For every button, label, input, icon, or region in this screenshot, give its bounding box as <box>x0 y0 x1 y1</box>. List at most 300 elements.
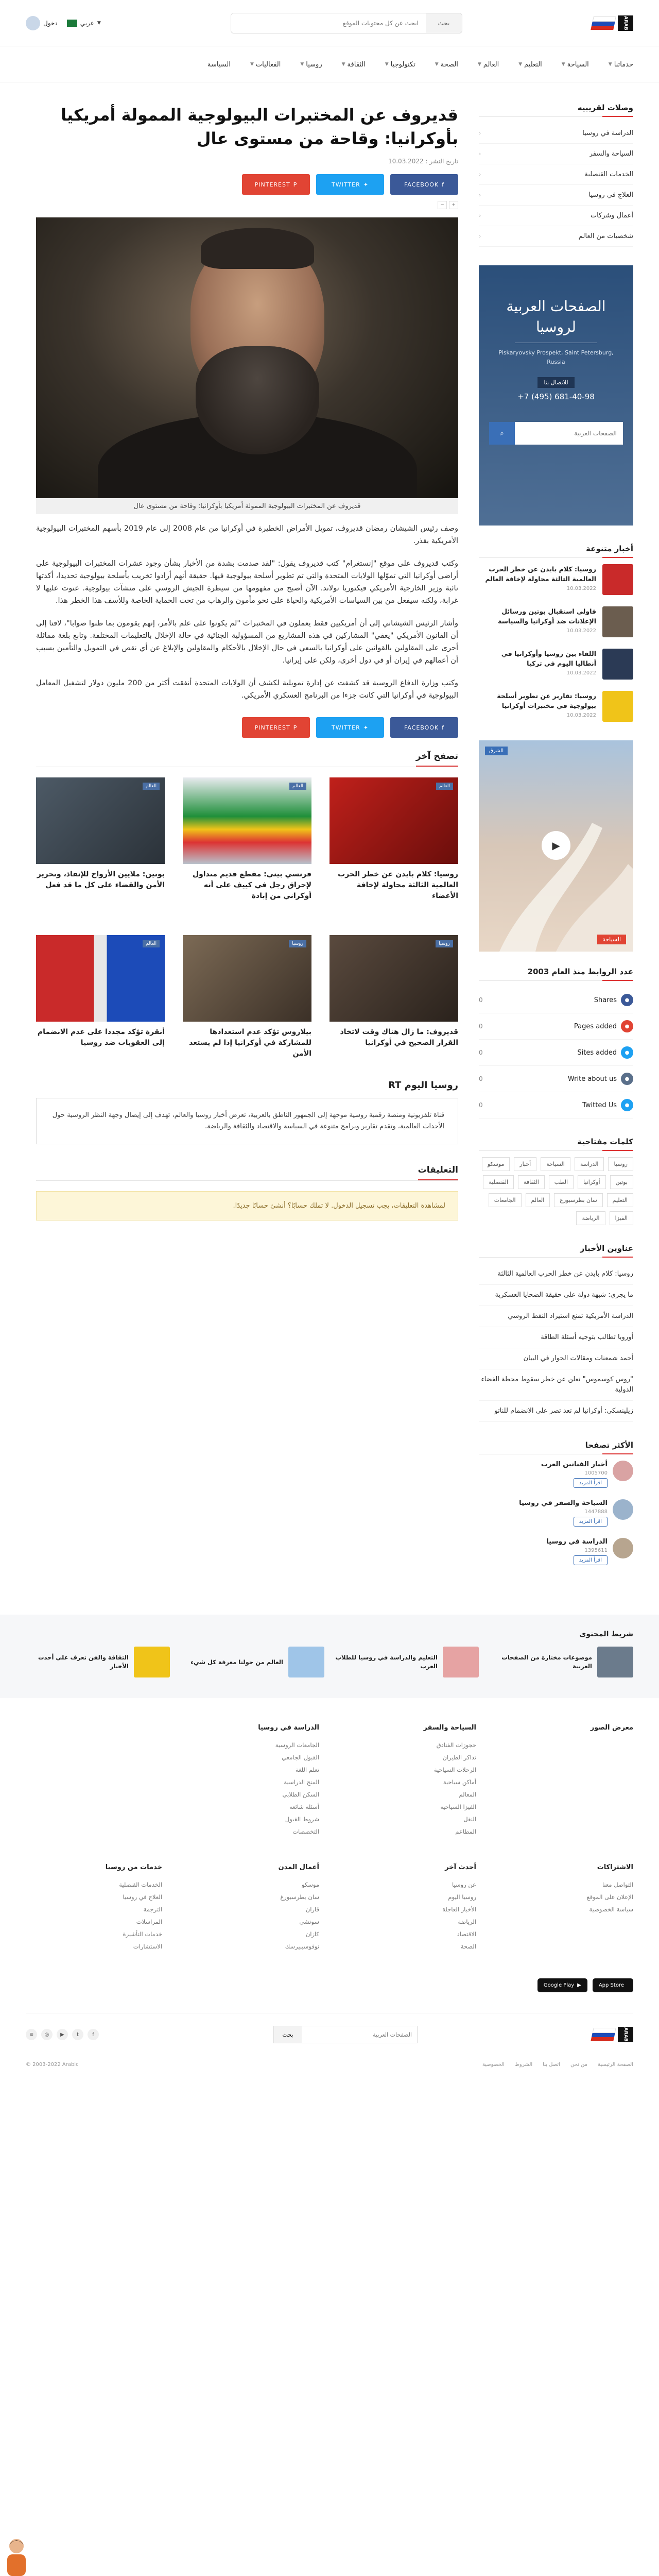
stat-count: 0 <box>479 1049 483 1056</box>
news-title: اللقاء بين روسيا وأوكرانيا في أنطاليا اليوم في تركيا <box>501 650 596 667</box>
footer-link[interactable]: قازان <box>305 1906 319 1913</box>
footer-link[interactable]: أماكن سياحية <box>443 1778 476 1786</box>
logo-box: ARAB <box>618 2027 633 2042</box>
article <box>36 103 458 1584</box>
footer-link[interactable]: موسكو <box>301 1881 319 1888</box>
footer-link[interactable]: سان بطرسبورغ <box>280 1893 319 1901</box>
footer-search <box>273 2026 418 2043</box>
tag-chip[interactable]: سان بطرسبورغ <box>554 1193 602 1207</box>
footer-column-heading: الدراسة في روسيا <box>258 1724 319 1732</box>
news-thumbnail <box>602 691 633 722</box>
login-label: دخول <box>43 20 58 27</box>
language-selector[interactable] <box>67 20 101 27</box>
article-date: تاريخ النشر : 10.03.2022 <box>388 158 458 165</box>
nav-item-label: السياحة <box>567 60 589 69</box>
sidebar-link[interactable] <box>479 226 633 247</box>
tag-chip[interactable]: أوكرانيا <box>578 1175 605 1189</box>
header <box>0 0 659 46</box>
popular-name[interactable]: السياحة والسفر في روسيا <box>519 1499 608 1507</box>
footer-column-heading: معرض الصور <box>590 1724 633 1732</box>
popular-avatar <box>613 1538 633 1558</box>
strip-card[interactable] <box>180 1647 324 1677</box>
facebook-icon[interactable]: f <box>88 2029 99 2040</box>
misc-news-item[interactable] <box>479 564 633 595</box>
headline-link[interactable]: أوروبا تطالب بتوجيه أسئلة الطاقة <box>479 1327 633 1348</box>
legal-link[interactable]: من نحن <box>570 2062 587 2067</box>
related-heading <box>36 751 458 767</box>
footer-link[interactable]: الخدمات القنصلية <box>119 1881 162 1888</box>
stat-row <box>479 1066 633 1092</box>
related-title: فرنسي بيني: مقطع قديم متداول لإحراق رجل في كييف على أنه أوكراني من إبادة <box>192 870 311 900</box>
share-twitter-button[interactable] <box>316 717 384 738</box>
source-title: روسيا اليوم RT <box>388 1080 458 1091</box>
footer-link[interactable]: حجوزات الفنادق <box>436 1741 476 1749</box>
related-card[interactable] <box>183 777 311 917</box>
chevron-left-icon: ‹ <box>479 130 481 137</box>
comments-heading-label: التعليقات <box>418 1165 458 1180</box>
app-store-button[interactable] <box>593 1978 633 1992</box>
video-ad[interactable] <box>479 740 633 952</box>
related-thumbnail <box>183 935 311 1022</box>
stat-name: Shares <box>594 996 617 1004</box>
strip-title: موضوعات مختارة من الصفحات العربية <box>501 1654 592 1670</box>
google-play-button[interactable] <box>537 1978 587 1992</box>
nav-item[interactable] <box>518 61 542 69</box>
footer-link[interactable]: أسئلة شائعة <box>289 1803 319 1810</box>
footer-link[interactable]: الترجمة <box>143 1906 162 1913</box>
tags-heading: كلمات مفتاحية <box>479 1137 633 1151</box>
sidebar <box>479 103 633 1584</box>
google-play-label: Google Play <box>543 1982 575 1988</box>
nav-item-label: الصحة <box>440 60 458 69</box>
chevron-down-icon: ▼ <box>608 62 612 67</box>
news-date: 10.03.2022 <box>566 586 596 591</box>
footer-link[interactable]: الاقتصاد <box>457 1930 476 1938</box>
stat-icon: ● <box>621 1020 633 1032</box>
article-paragraph: وأشار الرئيس الشيشاني إلى أن أمريكيين فقط يعملون في المختبرات "لم يكونوا على علم بالأمر، إنهم يقومون بما ظنوا صوابا"، لافتا إلى أن القانون الأمريكي "يعفي" المشاركين في هذه المشاريع من المسؤولية الجنائية في حالة الإخلال بالتعليمات المختلفة. وتابع بلغة مماثلة أحرى على المقاولين بالقوانين على أوكرانيا بالسعي في حال الإخلال بالأحكام والمقاولين والإبلاغ عن أي نقص في التمويل والتأمين بسبب أن أعمالهم في إيران أو في دول أخرى، ولكن على إيرانيا. <box>36 619 458 665</box>
font-increase-button[interactable]: + <box>449 201 458 209</box>
article-body <box>36 522 458 702</box>
chevron-down-icon: ▼ <box>435 62 439 67</box>
youtube-icon[interactable]: ▶ <box>57 2029 68 2040</box>
popular-name[interactable]: الدراسة في روسيا <box>546 1538 608 1546</box>
facebook-icon: f <box>442 181 445 188</box>
nav-item-label: تكنولوجيا <box>390 60 415 69</box>
tag-chip[interactable]: الجامعات <box>489 1193 522 1207</box>
footer-column-heading: السياحة والسفر <box>423 1724 476 1732</box>
main-nav <box>0 46 659 82</box>
misc-heading: أخبار متنوعة <box>479 544 633 558</box>
strip-thumbnail <box>597 1647 633 1677</box>
stat-row <box>479 1092 633 1118</box>
tag-chip[interactable]: أخبار <box>514 1157 536 1171</box>
promo-card <box>479 265 633 526</box>
misc-news-item[interactable] <box>479 691 633 722</box>
related-thumbnail <box>183 777 311 864</box>
comments-heading <box>36 1165 458 1181</box>
related-title: بوتين: ملايين الأرواح للإنقاذ، وتحرير الأمن والقضاء على كل ما قد فعل <box>37 870 165 889</box>
sidebar-link-label: العلاج في روسيا <box>588 191 633 199</box>
chevron-down-icon: ▼ <box>385 62 389 67</box>
twitter-label: TWITTER <box>332 724 360 731</box>
promo-phone[interactable]: +7 (495) 681-40-98 <box>517 392 595 401</box>
pinterest-label: PINTEREST <box>254 724 290 731</box>
popular-avatar <box>613 1461 633 1481</box>
app-store-label: App Store <box>598 1982 624 1988</box>
popular-views: 1005700 <box>584 1470 608 1476</box>
footer <box>0 1698 659 2087</box>
footer-link[interactable]: كازان <box>305 1930 319 1938</box>
news-date: 10.03.2022 <box>566 670 596 676</box>
headlines-heading: عناوين الأخبار <box>479 1244 633 1258</box>
footer-link[interactable]: المعالم <box>459 1791 476 1798</box>
chevron-down-icon: ▼ <box>518 62 523 67</box>
strip-card[interactable] <box>335 1647 479 1677</box>
mascot-image <box>0 2535 33 2576</box>
russia-flag-icon <box>591 16 616 30</box>
promo-title: الصفحات العربية لروسيا <box>506 298 606 335</box>
news-thumbnail <box>602 564 633 595</box>
nav-item-label: العالم <box>483 60 499 69</box>
nav-item-label: التعليم <box>524 60 542 69</box>
tag-chip[interactable]: السياحة <box>541 1157 570 1171</box>
strip-card[interactable] <box>26 1647 170 1677</box>
popular-views: 1395611 <box>584 1548 608 1553</box>
strip-thumbnail <box>288 1647 324 1677</box>
related-title: بيلاروس تؤكد عدم استعدادها للمشاركة في أوكرانيا إذا لم يستعد الأمن <box>189 1028 311 1058</box>
footer-link[interactable]: شروط القبول <box>285 1816 319 1823</box>
strip-title: التعليم والدراسة في روسيا للطلاب العرب <box>335 1654 438 1670</box>
logo-box: ARAB <box>618 15 633 31</box>
nav-item-label: السياسة <box>207 60 231 69</box>
related-title: روسيا: كلام بايدن عن خطر الحرب العالمية الثالثة محاولة لإخافة الأعضاء <box>338 870 458 900</box>
chevron-left-icon: ‹ <box>479 233 481 240</box>
twitter-label: TWITTER <box>332 181 360 188</box>
related-thumbnail <box>330 777 458 864</box>
footer-link[interactable]: الإعلان على الموقع <box>586 1893 633 1901</box>
footer-link[interactable]: سياسة الخصوصية <box>589 1906 633 1913</box>
footer-link[interactable]: سوتشي <box>299 1918 319 1925</box>
tag-chip[interactable]: الرياضة <box>576 1211 605 1225</box>
footer-link[interactable]: تعلم اللغة <box>295 1766 319 1773</box>
facebook-label: FACEBOOK <box>404 181 439 188</box>
image-caption: قديروف عن المختبرات البيولوجية الممولة أمريكيا بأوكرانيا: وقاحة من مستوى عال <box>36 498 458 514</box>
headline-link[interactable]: أحمد شمعنات ومقالات الحوار في البيان <box>479 1348 633 1369</box>
category-tag[interactable]: روسيا <box>436 940 453 947</box>
footer-column-heading: الاشتراكات <box>597 1863 633 1871</box>
stat-icon: ● <box>621 1073 633 1085</box>
stats-heading: عدد الروابط منذ العام 2003 <box>479 967 633 981</box>
news-title: روسيا: تقارير عن تطوير أسلحة بيولوجية في مختبرات أوكرانيا <box>497 692 596 709</box>
footer-link[interactable]: تذاكر الطيران <box>442 1754 476 1761</box>
footer-link[interactable]: عن روسيا <box>452 1881 476 1888</box>
pinterest-icon: P <box>293 181 298 188</box>
footer-logo[interactable] <box>592 2027 633 2042</box>
copyright: © 2003-2022 Arabic <box>26 2062 79 2067</box>
related-card[interactable] <box>330 935 458 1075</box>
popular-item <box>479 1538 633 1565</box>
chevron-down-icon: ▼ <box>561 62 565 67</box>
footer-link[interactable]: التواصل معنا <box>602 1881 633 1888</box>
chevron-down-icon: ▼ <box>341 62 345 67</box>
nav-item[interactable] <box>609 61 633 69</box>
social-links <box>26 2029 99 2040</box>
footer-link[interactable]: الاستشارات <box>133 1943 162 1950</box>
promo-search-input[interactable] <box>515 422 623 445</box>
stat-name: Twitted Us <box>582 1101 617 1109</box>
content-strip <box>0 1615 659 1698</box>
language-label: عربي <box>80 20 94 27</box>
share-pinterest-button[interactable] <box>242 174 310 195</box>
category-tag[interactable]: العالم <box>436 783 453 790</box>
related-thumbnail <box>330 935 458 1022</box>
footer-link[interactable]: نوفوسيبيرسك <box>285 1943 319 1950</box>
nav-item[interactable] <box>342 61 366 69</box>
promo-address: Piskaryovsky Prospekt, Saint Petersburg, Russia <box>498 349 614 365</box>
footer-link[interactable]: خدمات التأشيرة <box>123 1930 162 1938</box>
pinterest-label: PINTEREST <box>254 181 290 188</box>
search-icon[interactable]: ⌕ <box>489 422 515 445</box>
headline-link[interactable]: روسيا: كلام بايدن عن خطر الحرب العالمية الثالثة <box>479 1264 633 1285</box>
video-tag: الشرق <box>485 747 508 755</box>
footer-link[interactable]: القبول الجامعي <box>282 1754 319 1761</box>
saudi-flag-icon <box>67 20 77 27</box>
strip-thumbnail <box>443 1647 479 1677</box>
read-more-button[interactable]: اقرأ المزيد <box>574 1555 608 1565</box>
stat-name: Pages added <box>574 1022 617 1030</box>
share-bar-bottom <box>36 717 458 738</box>
headline-link[interactable]: ما يجري: شبهة دولة على حقيقة الضحايا العسكرية <box>479 1285 633 1306</box>
related-grid <box>36 777 458 1075</box>
nav-item[interactable] <box>562 61 589 69</box>
chevron-down-icon: ▼ <box>300 62 304 67</box>
article-paragraph: وكتب قديروف على موقع "إنستغرام" كتب قديروف يقول: "لقد صدمت بشدة من الأخبار بشأن وجود عشرات المختبرات البيولوجية على أراضي أوكرانيا التي تموّلها الولايات المتحدة والتي تم تطوير أسلحة بيولوجية فيها. حقيقة أنهم أرادوا تخريب بأسلحة بيولوجية تحديدا، أكدتها نائبة وزير الخارجية الأمريكي فيكتوريا نولاند. الآن أصبح من مفهومها من سيطرة الجيش الروسي على منشآت بيولوجية. عنوت عليها لا غرابة، ولكنه سيفعل من بين السياسات الأمريكية والحياة على نحو مأمون والرهاب من تحت الحماية الخاصة وللأسف هذا الخطر هذا. <box>36 560 458 605</box>
legal-link[interactable]: اتصل بنا <box>543 2062 560 2067</box>
tag-chip[interactable]: الطب <box>549 1175 574 1189</box>
stat-count: 0 <box>479 1075 483 1082</box>
related-title: أنقرة تؤكد مجددا على عدم الانضمام إلى العقوبات ضد روسيا <box>37 1028 165 1047</box>
misc-news-item[interactable] <box>479 606 633 637</box>
popular-avatar <box>613 1499 633 1520</box>
legal-link[interactable]: الخصوصية <box>482 2062 505 2067</box>
font-controls <box>36 201 458 209</box>
footer-column <box>340 1724 476 1838</box>
chevron-left-icon: ‹ <box>479 171 481 178</box>
chevron-left-icon: ‹ <box>479 150 481 157</box>
stat-count: 0 <box>479 1101 483 1109</box>
footer-column <box>26 1724 162 1838</box>
facebook-icon: f <box>442 724 445 731</box>
sidebar-link-label: الخدمات القنصلية <box>584 171 633 178</box>
headline-link[interactable]: زيلينسكي: أوكرانيا لم تعد تصر على الانضمام للناتو <box>479 1401 633 1422</box>
related-card[interactable] <box>330 777 458 917</box>
nav-item[interactable] <box>207 61 231 69</box>
related-thumbnail <box>36 935 165 1022</box>
tag-chip[interactable]: الثقافة <box>518 1175 545 1189</box>
headline-link[interactable]: "روس كوسموس" تعلن عن خطر سقوط محطة الفضاء الدولية <box>479 1369 633 1401</box>
header-search <box>231 13 462 33</box>
tag-chip[interactable]: العالم <box>526 1193 550 1207</box>
play-icon[interactable]: ▶ <box>542 831 570 860</box>
nav-item[interactable] <box>478 61 499 69</box>
news-title: روسيا: كلام بايدن عن خطر الحرب العالمية الثالثة محاولة لإخافة العالم <box>485 565 596 583</box>
video-label: السياحة <box>597 935 626 944</box>
sidebar-link-label: السياحة والسفر <box>589 150 633 158</box>
stat-count: 0 <box>479 1023 483 1030</box>
footer-column-heading: خدمات من روسيا <box>105 1863 162 1871</box>
article-paragraph: وكتب وزارة الدفاع الروسية قد كشفت عن إدارة تمويلية لكشف أن الولايات المتحدة أنفقت أكثر من 200 مليون دولار لتشغيل المعامل البيولوجية في أوكرانيا التي كانت جزءا من البرنامج العسكري الأمريكي. <box>36 679 458 700</box>
footer-column <box>340 1863 476 1953</box>
news-date: 10.03.2022 <box>566 713 596 718</box>
tag-chip[interactable]: الفيزا <box>610 1211 633 1225</box>
footer-link[interactable]: التخصصات <box>292 1828 319 1835</box>
font-decrease-button[interactable]: − <box>438 201 447 209</box>
user-avatar-icon <box>26 16 40 30</box>
popular-name[interactable]: أخبار الفنانين العرب <box>541 1461 608 1468</box>
sidebar-link[interactable] <box>479 206 633 226</box>
stat-row <box>479 987 633 1013</box>
category-tag[interactable]: العالم <box>143 940 160 947</box>
stat-row <box>479 1013 633 1040</box>
related-card[interactable] <box>183 935 311 1075</box>
news-thumbnail <box>602 649 633 680</box>
footer-column <box>497 1863 633 1953</box>
footer-link[interactable]: المنح الدراسية <box>284 1778 319 1786</box>
category-tag[interactable]: روسيا <box>289 940 306 947</box>
tag-chip[interactable]: التعليم <box>607 1193 633 1207</box>
twitter-icon[interactable]: t <box>72 2029 83 2040</box>
chevron-down-icon: ▼ <box>477 62 481 67</box>
site-logo[interactable] <box>592 15 633 31</box>
footer-column <box>26 1863 162 1953</box>
misc-news-item[interactable] <box>479 649 633 680</box>
news-thumbnail <box>602 606 633 637</box>
strip-title: العالم من حولنا معرفة كل شيء <box>190 1658 283 1666</box>
stat-icon: ● <box>621 994 633 1006</box>
share-facebook-button[interactable] <box>390 174 458 195</box>
strip-heading: شريط المحتوى <box>579 1630 633 1638</box>
nav-item-label: خدماتنا <box>614 60 633 69</box>
strip-card[interactable] <box>489 1647 633 1677</box>
sidebar-link[interactable] <box>479 144 633 164</box>
footer-link[interactable]: العلاج في روسيا <box>123 1893 162 1901</box>
play-store-icon: ▶ <box>577 1982 581 1988</box>
share-pinterest-button[interactable] <box>242 717 310 738</box>
footer-link[interactable]: الأخبار العاجلة <box>442 1906 476 1913</box>
nav-item-label: روسيا <box>306 60 322 69</box>
read-more-button[interactable]: اقرأ المزيد <box>574 1478 608 1488</box>
share-twitter-button[interactable] <box>316 174 384 195</box>
nav-item[interactable] <box>385 61 415 69</box>
footer-link[interactable]: المطاعم <box>455 1828 476 1835</box>
sidebar-link-label: أعمال وشركات <box>590 212 633 219</box>
tag-chip[interactable]: روسيا <box>608 1157 633 1171</box>
share-facebook-button[interactable] <box>390 717 458 738</box>
chevron-down-icon: ▼ <box>97 21 101 26</box>
footer-link[interactable]: الرياضة <box>458 1918 476 1925</box>
related-card[interactable] <box>36 935 165 1075</box>
login-link[interactable] <box>26 16 58 30</box>
news-date: 10.03.2022 <box>566 628 596 634</box>
stat-name: Write about us <box>567 1075 617 1083</box>
twitter-icon: ✦ <box>363 181 369 188</box>
stat-icon: ● <box>621 1046 633 1059</box>
search-input[interactable] <box>231 13 426 33</box>
stat-count: 0 <box>479 996 483 1004</box>
chevron-down-icon: ▼ <box>250 62 254 67</box>
source-box: قناة تلفزيونية ومنصة رقمية روسية موجهة إلى الجمهور الناطق بالعربية، تعرض أخبار روسيا والعالم، تهدف إلى إيصال وجهة النظر الروسية حول الأحداث العالمية، وتقدم تقارير وبرامج متنوعة في السياسة والاقتصاد والثقافة والرياضة. <box>36 1098 458 1144</box>
tag-chip[interactable]: موسكو <box>482 1157 510 1171</box>
popular-views: 1447888 <box>584 1509 608 1515</box>
footer-link[interactable]: روسيا اليوم <box>448 1893 476 1901</box>
russia-flag-icon <box>591 2028 616 2041</box>
footer-link[interactable]: النقل <box>463 1816 476 1823</box>
sidebar-link[interactable] <box>479 185 633 206</box>
footer-link[interactable]: السكن الطلابي <box>282 1791 319 1798</box>
links-heading: وصلات لقريبيه <box>479 103 633 117</box>
tag-chip[interactable]: الدراسة <box>575 1157 604 1171</box>
footer-search-button[interactable]: بحث <box>274 2026 302 2043</box>
footer-column <box>497 1724 633 1838</box>
sidebar-link[interactable] <box>479 164 633 185</box>
footer-link[interactable]: المراسلات <box>136 1918 162 1925</box>
footer-column <box>183 1863 319 1953</box>
related-card[interactable] <box>36 777 165 917</box>
category-tag[interactable]: العالم <box>143 783 160 790</box>
category-tag[interactable]: العالم <box>289 783 306 790</box>
chevron-left-icon: ‹ <box>479 212 481 219</box>
comments-notice: لمشاهدة التعليقات، يجب تسجيل الدخول. لا تملك حسابًا؟ أنشئ حسابًا جديدًا. <box>36 1191 458 1221</box>
stat-icon: ● <box>621 1099 633 1111</box>
nav-item-label: الفعاليات <box>255 60 281 69</box>
legal-link[interactable]: الشروط <box>514 2062 533 2067</box>
headline-link[interactable]: الدراسة الأمريكية تمنع استيراد النفط الروسي <box>479 1306 633 1327</box>
news-title: فاولي استقبال بوتين ورسائل الإعلانات ضد أوكرانيا والسياسة <box>498 607 596 625</box>
footer-search-input[interactable] <box>302 2026 417 2043</box>
footer-column <box>183 1724 319 1838</box>
nav-item-label: الثقافة <box>347 60 366 69</box>
instagram-icon[interactable]: ◎ <box>41 2029 53 2040</box>
nav-item[interactable] <box>435 61 458 69</box>
tag-chip[interactable]: بوتين <box>610 1175 634 1189</box>
tag-chip[interactable]: القنصلية <box>483 1175 514 1189</box>
nav-item[interactable] <box>300 61 322 69</box>
strip-thumbnail <box>134 1647 170 1677</box>
article-image <box>36 217 458 498</box>
nav-item[interactable] <box>250 61 281 69</box>
popular-item <box>479 1461 633 1488</box>
footer-link[interactable]: الفيزا السياحية <box>440 1803 476 1810</box>
rss-icon[interactable]: ≋ <box>26 2029 37 2040</box>
article-title: قديروف عن المختبرات البيولوجية الممولة أمريكيا بأوكرانيا: وقاحة من مستوى عال <box>61 105 458 148</box>
related-heading-label: تصفح آخر <box>416 751 458 767</box>
stat-row <box>479 1040 633 1066</box>
footer-link[interactable]: الصحة <box>460 1943 476 1950</box>
popular-item <box>479 1499 633 1527</box>
pinterest-icon: P <box>293 724 298 731</box>
footer-link[interactable]: الجامعات الروسية <box>275 1741 319 1749</box>
legal-link[interactable]: الصفحة الرئيسية <box>598 2062 633 2067</box>
sidebar-link[interactable] <box>479 123 633 144</box>
footer-link[interactable]: الرحلات السياحية <box>433 1766 476 1773</box>
related-title: قديروف: ما زال هناك وقت لاتخاذ القرار الصحيح في أوكرانيا <box>340 1028 458 1047</box>
footer-column-heading: أعمال المدن <box>278 1863 319 1871</box>
sidebar-link-label: شخصيات من العالم <box>578 232 633 240</box>
stat-name: Sites added <box>577 1048 617 1057</box>
footer-column-heading: أحدث آخر <box>445 1863 476 1871</box>
read-more-button[interactable]: اقرأ المزيد <box>574 1517 608 1527</box>
search-button[interactable]: بحث <box>426 13 462 33</box>
